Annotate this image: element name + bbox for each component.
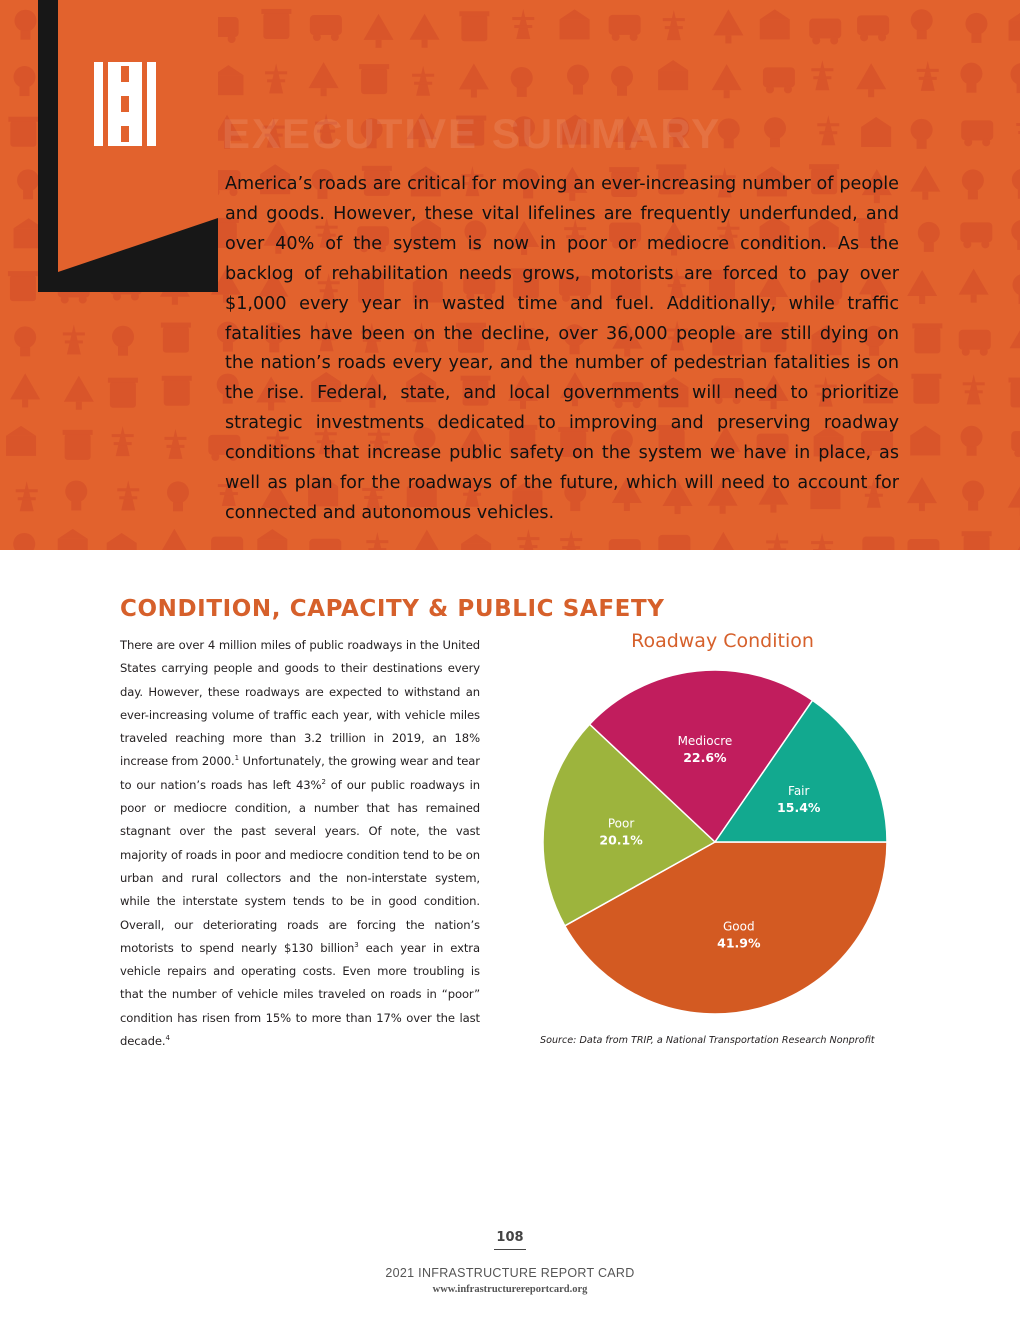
pattern-glyph — [811, 60, 833, 90]
pattern-glyph — [962, 481, 984, 511]
pattern-glyph — [461, 534, 491, 550]
pattern-glyph — [811, 533, 833, 550]
pattern-glyph — [857, 15, 889, 41]
pattern-glyph — [8, 271, 38, 301]
pattern-glyph — [412, 530, 442, 550]
pattern-glyph — [760, 9, 790, 39]
pattern-glyph — [817, 115, 839, 145]
pattern-glyph — [14, 326, 36, 356]
pattern-glyph — [663, 10, 685, 40]
pattern-glyph — [211, 537, 243, 550]
pattern-glyph — [112, 326, 134, 356]
pattern-glyph — [911, 119, 933, 149]
pattern-glyph — [162, 376, 192, 406]
pie-label-mediocre: Mediocre — [677, 733, 733, 748]
pattern-glyph — [712, 64, 742, 98]
pattern-glyph — [567, 65, 589, 95]
pattern-glyph — [963, 374, 985, 404]
pattern-glyph — [611, 66, 633, 96]
page-number — [0, 1230, 1020, 1245]
pattern-glyph — [912, 323, 942, 353]
pattern-glyph — [309, 62, 339, 96]
pie-label-good: Good — [723, 919, 755, 934]
pie-value-poor: 20.1% — [599, 832, 643, 848]
footnote-ref: 4 — [165, 1034, 170, 1043]
pattern-glyph — [517, 529, 539, 550]
pattern-glyph — [366, 532, 388, 550]
pattern-glyph — [412, 66, 434, 96]
pie-label-poor: Poor — [607, 816, 635, 831]
pattern-glyph — [907, 270, 937, 304]
pattern-glyph — [108, 378, 138, 408]
pattern-glyph — [257, 529, 287, 550]
pattern-glyph — [512, 9, 534, 39]
pattern-glyph — [8, 117, 38, 147]
pattern-glyph — [907, 477, 937, 511]
chart-title: Roadway Condition — [631, 630, 814, 652]
pattern-glyph — [459, 11, 489, 41]
pattern-glyph — [1009, 11, 1020, 41]
pie-value-mediocre: 22.6% — [683, 749, 727, 765]
pie-value-good: 41.9% — [717, 935, 761, 951]
pattern-glyph — [1010, 322, 1020, 356]
pattern-glyph — [962, 169, 984, 199]
pattern-glyph — [63, 324, 85, 354]
pattern-glyph — [1012, 274, 1020, 304]
pattern-glyph — [161, 323, 191, 353]
pattern-glyph — [364, 14, 394, 48]
pattern-glyph — [58, 529, 88, 550]
pattern-glyph — [959, 330, 991, 356]
pattern-glyph — [14, 10, 36, 40]
body-text-part: There are over 4 million miles of public roadways in the United States carrying people and goods to their destinations every day. However, these roadways are expected to withstand an ever-increasing volume of traffic each year, with vehicle miles traveled reaching more than 3.2 trillion in 2019, an 18% increase from 2000. — [120, 638, 480, 769]
pattern-glyph — [14, 66, 36, 96]
pattern-glyph — [1012, 534, 1020, 550]
pattern-glyph — [917, 61, 939, 91]
footnote-ref: 3 — [354, 941, 359, 949]
pattern-glyph — [117, 480, 139, 510]
body-text-part: each year in extra vehicle repairs and operating costs. Even more troubling is that the number of vehicle miles traveled on roads in “poor” condition has risen from 15% to more than 17% over the last decade. — [120, 940, 480, 1049]
pattern-glyph — [112, 426, 134, 456]
pattern-glyph — [265, 63, 287, 93]
pattern-glyph — [658, 60, 688, 90]
pattern-glyph — [856, 63, 886, 97]
pattern-glyph — [359, 64, 389, 94]
section-body-text — [120, 634, 480, 1053]
chart-source: Source: Data from TRIP, a National Transportation Research Nonprofit — [540, 1035, 875, 1046]
footer-url: www.infrastructurereportcard.org — [432, 1284, 588, 1295]
body-text-part: Unfortunately, the growing wear and tear to our nation’s roads has left 43% — [120, 754, 480, 792]
pattern-glyph — [309, 539, 341, 550]
pattern-glyph — [16, 481, 38, 511]
pattern-glyph — [861, 117, 891, 147]
pattern-glyph — [713, 9, 743, 43]
ghost-section-title: EXECUTIVE SUMMARY — [222, 110, 722, 157]
pattern-glyph — [560, 530, 582, 550]
pattern-glyph — [107, 533, 137, 550]
pattern-glyph — [907, 539, 939, 550]
footer-title: 2021 INFRASTRUCTURE REPORT CARD — [385, 1266, 635, 1280]
page-number-text: 108 — [494, 1230, 525, 1250]
pattern-glyph — [63, 430, 93, 460]
pattern-glyph — [64, 376, 94, 410]
pattern-glyph — [10, 373, 40, 407]
pattern-glyph — [764, 117, 786, 147]
pattern-glyph — [410, 14, 440, 48]
pattern-glyph — [560, 9, 590, 39]
pattern-glyph — [763, 67, 795, 93]
pattern-glyph — [1011, 220, 1020, 250]
pattern-glyph — [960, 222, 992, 248]
pattern-glyph — [17, 169, 39, 199]
pattern-glyph — [13, 533, 35, 550]
pattern-glyph — [6, 426, 36, 456]
roadway-condition-pie-chart — [535, 660, 895, 1020]
pattern-glyph — [159, 529, 189, 550]
pattern-glyph — [1011, 63, 1020, 93]
section-heading: CONDITION, CAPACITY & PUBLIC SAFETY — [120, 596, 665, 622]
executive-summary-text: America’s roads are critical for moving an ever-increasing number of people and goods. However, these vital lifelines are frequently underfunded, and over 40% of the system is now in poor or mediocre condition. As the backlog of rehabilitation needs grows, motorists are forced to pay over $1,000 every year in wasted time and fuel. Additionally, while traffic fatalities have been on the decline, over 36,000 people are still dying on the nation’s roads every year, and the number of pedestrian fatalities is on the rise. Federal, state, and local governments will need to prioritize strategic investments dedicated to improving and preserving roadway conditions that increase public safety on the system we have in place, as well as plan for the roadways of the future, which will need to account for connected and autonomous vehicles. — [225, 174, 899, 523]
pattern-glyph — [960, 63, 982, 93]
pattern-glyph — [1011, 431, 1020, 457]
pie-label-fair: Fair — [788, 783, 810, 798]
pattern-glyph — [164, 429, 186, 459]
road-icon — [94, 62, 156, 146]
pattern-glyph — [1016, 115, 1020, 145]
pattern-glyph — [1012, 169, 1020, 199]
pattern-glyph — [962, 531, 992, 550]
pattern-glyph — [609, 15, 641, 41]
pie-value-fair: 15.4% — [777, 799, 821, 815]
pattern-glyph — [910, 166, 940, 200]
pattern-glyph — [961, 120, 993, 146]
pattern-glyph — [910, 425, 940, 455]
pattern-glyph — [766, 532, 788, 550]
pattern-glyph — [658, 535, 690, 550]
footnote-ref: 2 — [321, 777, 326, 786]
pattern-glyph — [1008, 482, 1020, 516]
pattern-glyph — [708, 532, 738, 550]
pattern-glyph — [511, 67, 533, 97]
pattern-glyph — [1008, 378, 1020, 408]
pattern-glyph — [809, 19, 841, 45]
executive-summary-banner — [0, 0, 1020, 550]
pattern-glyph — [911, 9, 933, 39]
pattern-glyph — [911, 374, 941, 404]
pattern-glyph — [65, 480, 87, 510]
pattern-glyph — [310, 15, 342, 41]
pattern-glyph — [965, 13, 987, 43]
pattern-glyph — [609, 539, 641, 550]
pattern-glyph — [459, 64, 489, 98]
pattern-glyph — [961, 426, 983, 456]
footnote-ref: 1 — [234, 754, 239, 763]
pattern-glyph — [261, 9, 291, 39]
pattern-glyph — [918, 222, 940, 252]
pattern-glyph — [862, 537, 894, 550]
pattern-glyph — [959, 269, 989, 303]
pattern-glyph — [167, 481, 189, 511]
body-text-part: of our public roadways in poor or mediocre condition, a number that has remained stagnant over the past several years. Of note, the vast majority of roads in poor and mediocre condition tend to be on urban and rural collectors and the non-interstate system, while the interstate system tends to be in good condition. Overall, our deteriorating roads are forcing the nation’s motorists to spend nearly $130 billion — [120, 777, 481, 955]
